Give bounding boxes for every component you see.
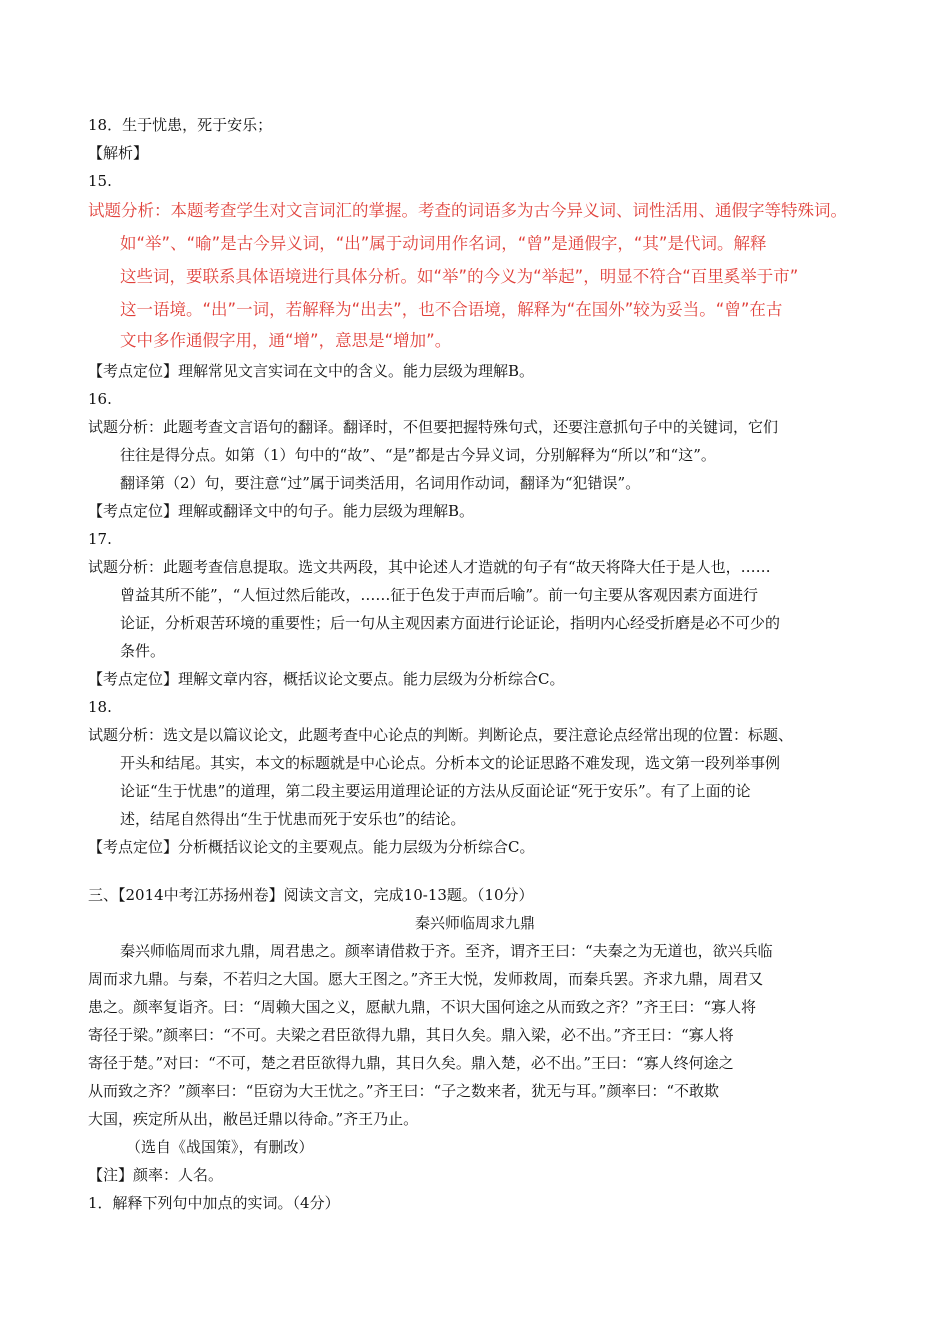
passage-line-4: 寄径于梁。”颜率曰：“不可。夫梁之君臣欲得九鼎，其日久矣。鼎入梁，必不出。”齐王曰：“寡人将 (88, 1026, 734, 1044)
passage-line-2: 周而求九鼎。与秦，不若归之大国。愿大王图之。”齐王大悦，发师救周，而秦兵罢。齐求九鼎，周君又 (88, 970, 764, 988)
passage-line-5: 寄径于楚。”对曰：“不可，楚之君臣欲得九鼎，其日久矣。鼎入楚，必不出。”王曰：“寡人终何途之 (88, 1054, 734, 1072)
analysis-18-line-4: 述，结尾自然得出“生于忧患而死于安乐也”的结论。 (120, 810, 466, 828)
analysis-18-line-3: 论证“生于忧患”的道理，第二段主要运用道理论证的方法从反面论证“死于安乐”。有了上面的论 (120, 782, 751, 800)
key-point-15: 【考点定位】理解常见文言实词在文中的含义。能力层级为理解B。 (88, 362, 535, 380)
analysis-15-line-3: 这些词，要联系具体语境进行具体分析。如“举”的今义为“举起”，明显不符合“百里奚举于市” (120, 267, 799, 286)
question-number-17: 17. (88, 530, 112, 548)
question-number-16: 16. (88, 390, 112, 408)
question-number-18: 18. (88, 698, 112, 716)
analysis-16-line-3: 翻译第（2）句，要注意“过”属于词类活用，名词用作动词，翻译为“犯错误”。 (120, 474, 641, 492)
question-1-prompt: 1．解释下列句中加点的实词。（4分） (88, 1194, 340, 1212)
passage-line-6: 从而致之齐？”颜率曰：“臣窃为大王忧之。”齐王曰：“子之数来者，犹无与耳。”颜率曰：“不敢欺 (88, 1082, 720, 1100)
analysis-17-line-3: 论证，分析艰苦环境的重要性；后一句从主观因素方面进行论证论，指明内心经受折磨是必不可少的 (120, 614, 781, 632)
key-point-16: 【考点定位】理解或翻译文中的句子。能力层级为理解B。 (88, 502, 475, 520)
key-point-17: 【考点定位】理解文章内容，概括议论文要点。能力层级为分析综合C。 (88, 670, 565, 688)
question-number-15: 15. (88, 172, 112, 190)
analysis-15-line-4: 这一语境。“出”一词，若解释为“出去”，也不合语境，解释为“在国外”较为妥当。“曾”在古 (120, 300, 783, 319)
passage-title: 秦兴师临周求九鼎 (414, 914, 535, 932)
answer-18: 18．生于忧患，死于安乐； (88, 116, 273, 134)
analysis-16-line-2: 往往是得分点。如第（1）句中的“故”、“是”都是古今异义词，分别解释为“所以”和“这”。 (120, 446, 716, 464)
section-three-heading: 三、【2014中考江苏扬州卷】阅读文言文，完成10-13题。（10分） (88, 886, 534, 904)
analysis-17-line-4: 条件。 (120, 642, 166, 660)
passage-line-7: 大国，疾定所从出，敝邑迁鼎以待命。”齐王乃止。 (88, 1110, 419, 1128)
analysis-15-line-5: 文中多作通假字用，通“增”，意思是“增加”。 (120, 331, 452, 350)
key-point-18: 【考点定位】分析概括议论文的主要观点。能力层级为分析综合C。 (88, 838, 535, 856)
analysis-15-line-2: 如“举”、“喻”是古今异义词，“出”属于动词用作名词，“曾”是通假字，“其”是代词。解释 (120, 234, 767, 253)
analysis-15-line-1: 试题分析：本题考查学生对文言词汇的掌握。考查的词语多为古今异义词、词性活用、通假字等特殊词。 (88, 201, 847, 220)
passage-line-3: 患之。颜率复诣齐。曰：“周赖大国之义，愿献九鼎，不识大国何途之从而致之齐？”齐王曰：“寡人将 (88, 998, 757, 1016)
analysis-17-line-1: 试题分析：此题考查信息提取。选文共两段，其中论述人才造就的句子有“故天将降大任于是人也，…… (88, 558, 771, 576)
passage-note: 【注】颜率：人名。 (88, 1166, 224, 1184)
analysis-18-line-1: 试题分析：选文是以篇议论文，此题考查中心论点的判断。判断论点，要注意论点经常出现的位置：标题、 (88, 726, 794, 744)
analysis-16-line-1: 试题分析：此题考查文言语句的翻译。翻译时，不但要把握特殊句式，还要注意抓句子中的关键词，它们 (88, 418, 779, 436)
analysis-heading: 【解析】 (88, 144, 149, 162)
passage-source: （选自《战国策》，有删改） (126, 1138, 314, 1156)
analysis-17-line-2: 曾益其所不能”，“人恒过然后能改，……征于色发于声而后喻”。前一句主要从客观因素方面进行 (120, 586, 759, 604)
analysis-18-line-2: 开头和结尾。其实，本文的标题就是中心论点。分析本文的论证思路不难发现，选文第一段列举事例 (120, 754, 781, 772)
passage-line-1: 秦兴师临周而求九鼎，周君患之。颜率请借救于齐。至齐，谓齐王曰：“夫秦之为无道也，欲兴兵临 (120, 942, 773, 960)
